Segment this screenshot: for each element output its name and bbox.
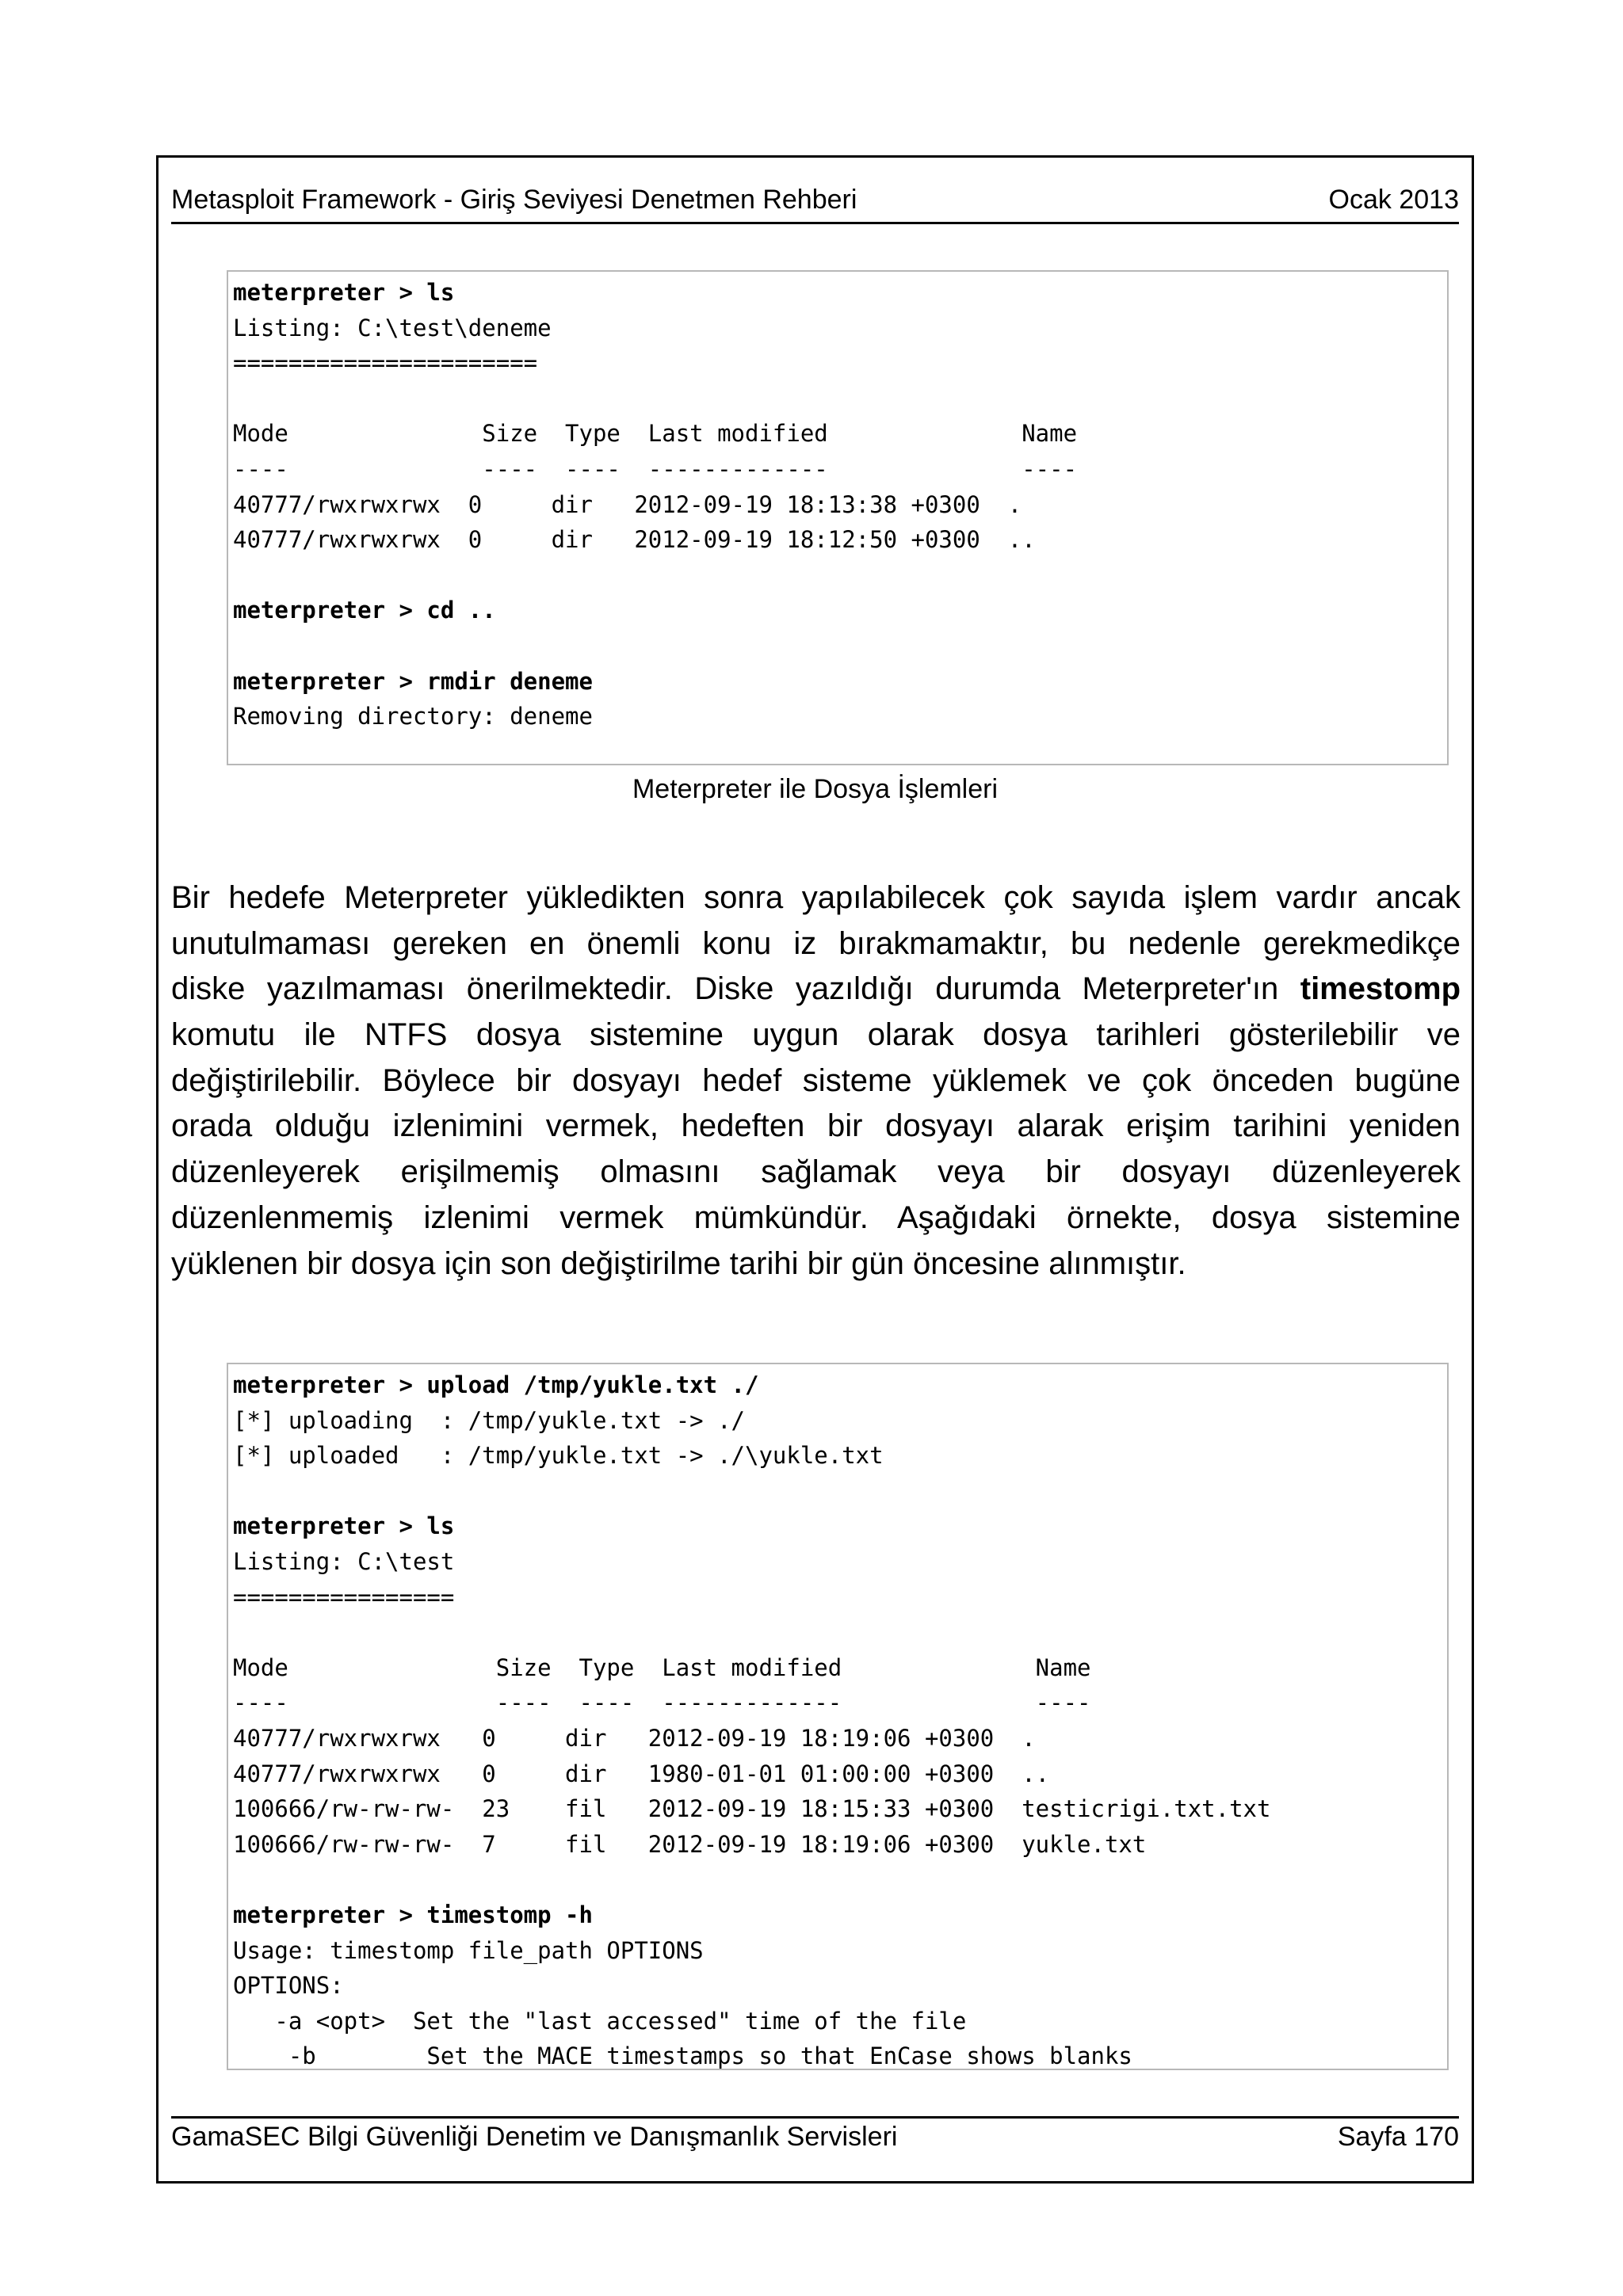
command-line: meterpreter > timestomp -h — [233, 1901, 593, 1928]
output-line: OPTIONS: — [233, 1972, 344, 2000]
terminal-block-timestomp — [227, 1363, 1449, 2070]
command-name-bold: timestomp — [1300, 971, 1461, 1007]
paragraph-line — [171, 1241, 1461, 1287]
header-title: Metasploit Framework - Giriş Seviyesi Denetmen Rehberi — [171, 185, 857, 215]
paragraph-line-text: Bir hedefe Meterpreter yükledikten sonra yapılabilecek çok sayıda işlem vardır ancak — [171, 880, 1461, 915]
header-date: Ocak 2013 — [1328, 185, 1459, 215]
output-line: 40777/rwxrwxrwx 0 dir 2012-09-19 18:13:38 +0300 . — [233, 490, 1022, 518]
paragraph-line-text: değiştirilebilir. Böylece bir dosyayı hedef sisteme yüklemek ve çok önceden bugüne — [171, 1062, 1461, 1098]
output-line: Removing directory: deneme — [233, 703, 593, 730]
paragraph-line-text: diske yazılmaması önerilmektedir. Diske yazıldığı durumda Meterpreter'ın — [171, 971, 1300, 1007]
output-line: ---- ---- ---- ------------- ---- — [233, 455, 1078, 482]
paragraph-line — [171, 1013, 1461, 1058]
output-line — [233, 558, 1447, 593]
output-line — [233, 1615, 1447, 1650]
command-line: meterpreter > ls — [233, 279, 455, 306]
output-line: ================ — [233, 1583, 455, 1611]
output-line: 100666/rw-rw-rw- 23 fil 2012-09-19 18:15:33 +0300 testicrigi.txt.txt — [233, 1795, 1271, 1823]
output-line: 40777/rwxrwxrwx 0 dir 2012-09-19 18:19:06 +0300 . — [233, 1724, 1036, 1752]
output-line: Usage: timestomp file_path OPTIONS — [233, 1936, 704, 1964]
figure-caption: Meterpreter ile Dosya İşlemleri — [632, 774, 999, 804]
output-line: ---- ---- ---- ------------- ---- — [233, 1689, 1091, 1717]
output-line — [233, 1474, 1447, 1509]
paragraph-line — [171, 921, 1461, 967]
footer-company: GamaSEC Bilgi Güvenliği Denetim ve Danışmanlık Servisleri — [171, 2122, 898, 2152]
output-line: [*] uploading : /tmp/yukle.txt -> ./ — [233, 1406, 746, 1434]
paragraph-line-text: komutu ile NTFS dosya sistemine uygun olarak dosya tarihleri gösterilebilir ve — [171, 1017, 1461, 1053]
page-header — [171, 180, 1459, 224]
output-line — [233, 1862, 1447, 1897]
page-footer — [171, 2116, 1459, 2161]
paragraph-line — [171, 1196, 1461, 1241]
output-line: 40777/rwxrwxrwx 0 dir 1980-01-01 01:00:00 +0300 .. — [233, 1760, 1050, 1787]
output-line: 100666/rw-rw-rw- 7 fil 2012-09-19 18:19:06 +0300 yukle.txt — [233, 1830, 1147, 1858]
output-line: [*] uploaded : /tmp/yukle.txt -> ./\yukle.txt — [233, 1442, 884, 1470]
paragraph-line-text: düzenlenmemiş izlenimi vermek mümkündür. Aşağıdaki örnekte, dosya sistemine — [171, 1199, 1461, 1235]
command-line: meterpreter > cd .. — [233, 597, 496, 624]
output-line: -b Set the MACE timestamps so that EnCase shows blanks — [233, 2042, 1132, 2070]
paragraph-line — [171, 1058, 1461, 1104]
output-line: Mode Size Type Last modified Name — [233, 420, 1078, 448]
output-line: 40777/rwxrwxrwx 0 dir 2012-09-19 18:12:50 +0300 .. — [233, 526, 1036, 554]
page-frame — [156, 155, 1474, 2183]
output-line: ====================== — [233, 349, 538, 377]
output-line: Listing: C:\test\deneme — [233, 314, 552, 341]
paragraph-line-text: yüklenen bir dosya için son değiştirilme tarihi bir gün öncesine alınmıştır. — [171, 1245, 1186, 1281]
paragraph-line — [171, 1150, 1461, 1196]
paragraph-line-text: düzenleyerek erişilmemiş olmasını sağlamak veya bir dosyayı düzenleyerek — [171, 1154, 1461, 1190]
output-line — [233, 381, 1447, 417]
output-line — [233, 628, 1447, 664]
paragraph-line — [171, 875, 1461, 921]
footer-page-number: Sayfa 170 — [1337, 2122, 1459, 2152]
output-line: -a <opt> Set the "last accessed" time of the file — [233, 2007, 967, 2035]
command-line: meterpreter > rmdir deneme — [233, 667, 593, 695]
paragraph-line — [171, 967, 1461, 1013]
paragraph-line-text: unutulmaması gereken en önemli konu iz bırakmamaktır, bu nedenle gerekmedikçe — [171, 925, 1461, 961]
output-line: Mode Size Type Last modified Name — [233, 1653, 1091, 1681]
paragraph-line — [171, 1104, 1461, 1150]
body-paragraph — [171, 875, 1461, 1287]
terminal-block-file-operations — [227, 270, 1449, 765]
command-line: meterpreter > ls — [233, 1512, 455, 1540]
paragraph-line-text: orada olduğu izlenimini vermek, hedeften bir dosyayı alarak erişim tarihini yeniden — [171, 1108, 1461, 1144]
output-line: Listing: C:\test — [233, 1547, 455, 1575]
command-line: meterpreter > upload /tmp/yukle.txt ./ — [233, 1371, 759, 1398]
